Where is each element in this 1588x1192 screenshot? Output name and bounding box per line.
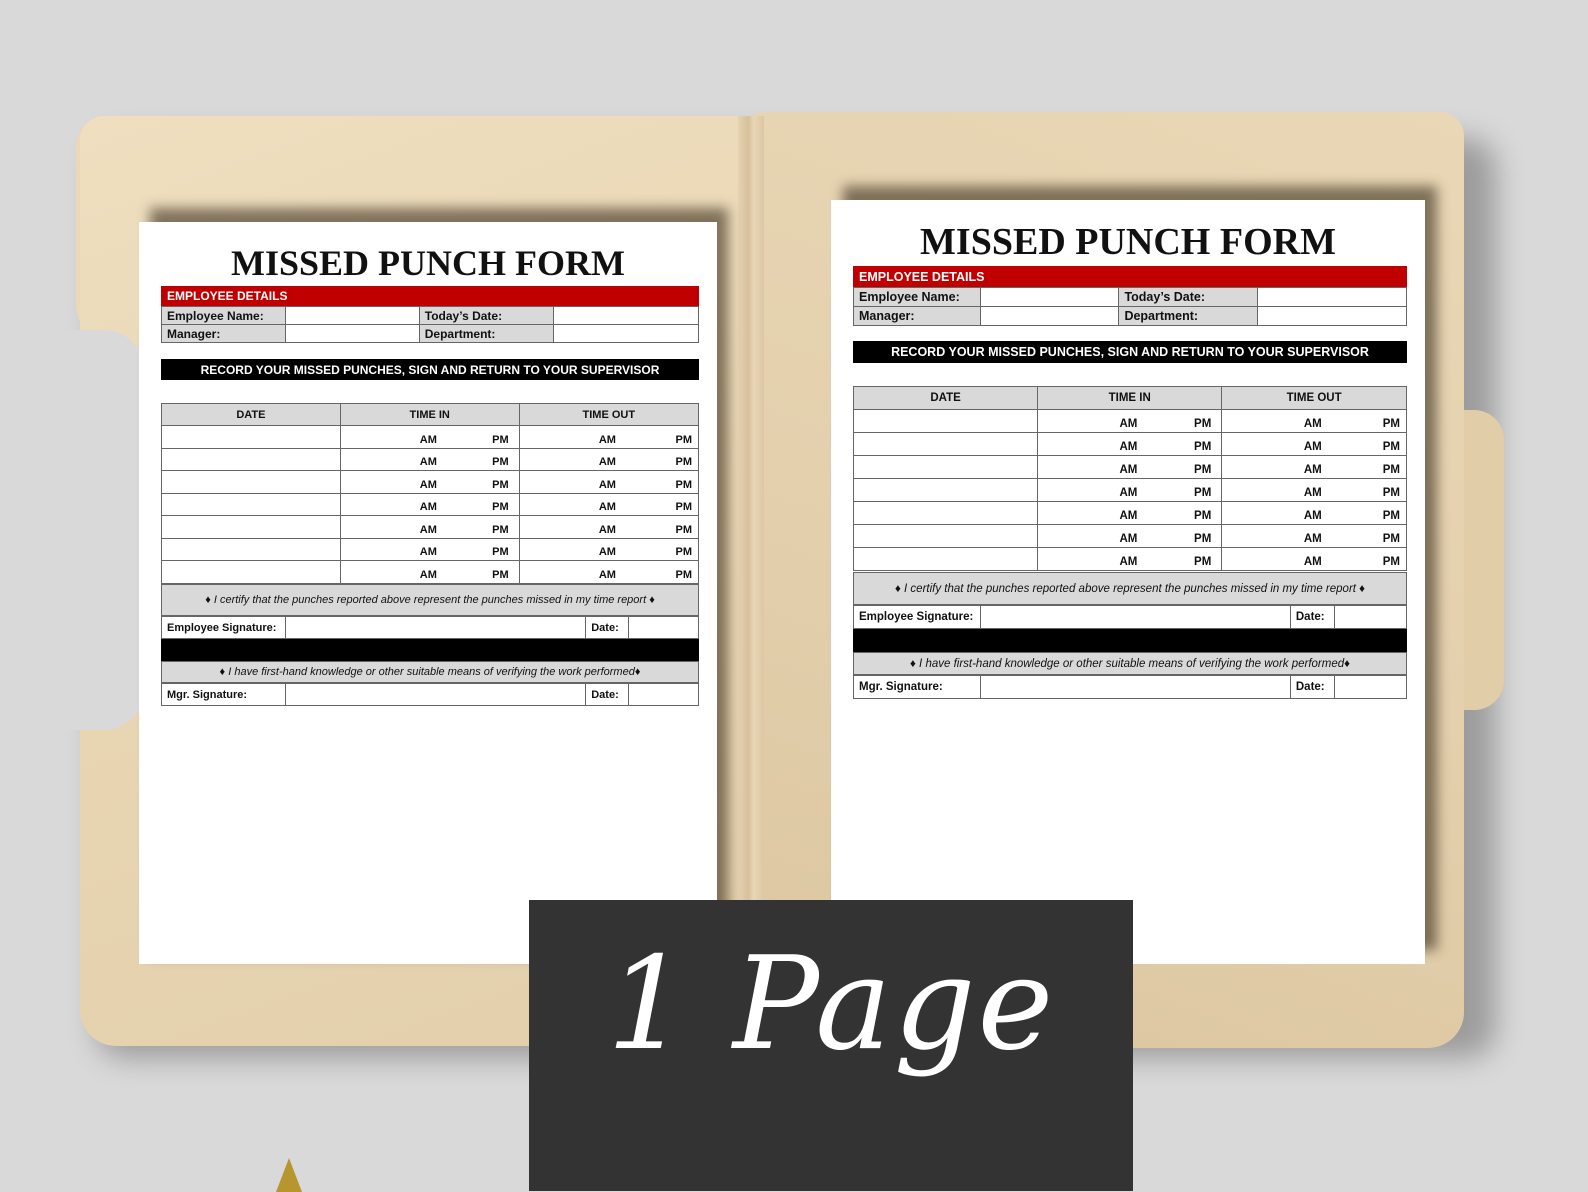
- punch-date-field[interactable]: [854, 479, 1038, 502]
- triangle-logo-icon: [276, 1158, 302, 1192]
- am-label[interactable]: AM: [1303, 556, 1322, 568]
- employee-name-field[interactable]: [981, 288, 1119, 307]
- pm-label[interactable]: PM: [492, 501, 509, 514]
- todays-date-label: Today’s Date:: [419, 307, 553, 325]
- employee-signature-date-field[interactable]: [1335, 606, 1407, 629]
- am-label[interactable]: AM: [419, 568, 437, 581]
- manager-label: Manager:: [162, 325, 286, 343]
- pm-label[interactable]: PM: [492, 433, 509, 446]
- instruction-banner: RECORD YOUR MISSED PUNCHES, SIGN AND RETURN TO YOUR SUPERVISOR: [161, 359, 699, 380]
- employee-details-header: EMPLOYEE DETAILS: [853, 266, 1407, 287]
- page-count-card: [529, 900, 1133, 1191]
- punch-row: [854, 525, 1407, 548]
- time-out-field[interactable]: [1222, 502, 1407, 525]
- time-out-field[interactable]: [519, 448, 698, 471]
- am-label[interactable]: AM: [1303, 441, 1322, 453]
- time-out-column-header: TIME OUT: [519, 404, 698, 426]
- punch-date-field[interactable]: [854, 502, 1038, 525]
- employee-signature-field[interactable]: [285, 617, 586, 639]
- punch-row: [162, 538, 699, 561]
- employee-signature-field[interactable]: [981, 606, 1291, 629]
- pm-label[interactable]: PM: [675, 433, 692, 446]
- page-count-text: 1 Page: [606, 930, 1056, 1079]
- am-label[interactable]: AM: [1119, 510, 1138, 522]
- date-column-header: DATE: [854, 387, 1038, 410]
- pm-label[interactable]: PM: [1194, 418, 1212, 430]
- am-label[interactable]: AM: [1119, 556, 1138, 568]
- separator-bar: [161, 639, 699, 661]
- punch-table: [853, 386, 1407, 571]
- employee-signature-label: Employee Signature:: [854, 606, 981, 629]
- punch-date-field[interactable]: [854, 433, 1038, 456]
- pm-label[interactable]: PM: [1382, 533, 1400, 545]
- am-label[interactable]: AM: [1119, 533, 1138, 545]
- employee-signature-date-label: Date:: [1290, 606, 1334, 629]
- employee-signature-table: [853, 605, 1407, 629]
- instruction-banner: RECORD YOUR MISSED PUNCHES, SIGN AND RETURN TO YOUR SUPERVISOR: [853, 341, 1407, 363]
- pm-label[interactable]: PM: [492, 546, 509, 559]
- time-in-field[interactable]: [1038, 502, 1222, 525]
- pm-label[interactable]: PM: [492, 478, 509, 491]
- time-out-field[interactable]: [1222, 525, 1407, 548]
- punch-rows: [162, 426, 699, 584]
- time-in-field[interactable]: [340, 493, 519, 516]
- employee-details-header: EMPLOYEE DETAILS: [161, 286, 699, 306]
- mgr-signature-date-field[interactable]: [1335, 676, 1407, 699]
- time-in-column-header: TIME IN: [1038, 387, 1222, 410]
- time-out-field[interactable]: [1222, 479, 1407, 502]
- am-label[interactable]: AM: [598, 523, 616, 536]
- pm-label[interactable]: PM: [1194, 487, 1212, 499]
- pm-label[interactable]: PM: [675, 523, 692, 536]
- pm-label[interactable]: PM: [1382, 418, 1400, 430]
- todays-date-field[interactable]: [554, 307, 699, 325]
- date-column-header: DATE: [162, 404, 341, 426]
- pm-label[interactable]: PM: [1194, 556, 1212, 568]
- time-in-field[interactable]: [340, 516, 519, 539]
- punch-date-field[interactable]: [854, 456, 1038, 479]
- time-out-field[interactable]: [519, 471, 698, 494]
- pm-label[interactable]: PM: [492, 568, 509, 581]
- time-in-field[interactable]: [1038, 479, 1222, 502]
- mgr-signature-label: Mgr. Signature:: [162, 684, 286, 706]
- punch-row: [162, 516, 699, 539]
- department-field[interactable]: [1257, 307, 1406, 326]
- punch-table: [161, 403, 699, 584]
- am-label[interactable]: AM: [1303, 487, 1322, 499]
- employee-details-table: [853, 287, 1407, 326]
- punch-row: [854, 410, 1407, 433]
- time-out-field[interactable]: [1222, 456, 1407, 479]
- time-in-field[interactable]: [340, 426, 519, 449]
- mgr-signature-field[interactable]: [285, 684, 586, 706]
- punch-date-field[interactable]: [854, 525, 1038, 548]
- right-form-sheet: [831, 200, 1425, 964]
- manager-signature-table: [853, 675, 1407, 699]
- punch-row: [854, 456, 1407, 479]
- pm-label[interactable]: PM: [1382, 464, 1400, 476]
- am-label[interactable]: AM: [419, 478, 437, 491]
- punch-row: [162, 471, 699, 494]
- punch-date-field[interactable]: [162, 493, 341, 516]
- time-in-column-header: TIME IN: [340, 404, 519, 426]
- mgr-signature-date-label: Date:: [1290, 676, 1334, 699]
- folder-left-notch: [64, 330, 144, 730]
- punch-rows: [854, 410, 1407, 571]
- am-label[interactable]: AM: [1119, 464, 1138, 476]
- time-in-field[interactable]: [1038, 410, 1222, 433]
- pm-label[interactable]: PM: [1382, 556, 1400, 568]
- am-label[interactable]: AM: [419, 546, 437, 559]
- punch-date-field[interactable]: [854, 548, 1038, 571]
- pm-label[interactable]: PM: [492, 456, 509, 469]
- am-label[interactable]: AM: [598, 433, 616, 446]
- time-in-field[interactable]: [1038, 548, 1222, 571]
- time-in-field[interactable]: [340, 561, 519, 584]
- time-out-field[interactable]: [519, 493, 698, 516]
- time-in-field[interactable]: [340, 448, 519, 471]
- pm-label[interactable]: PM: [675, 546, 692, 559]
- employee-signature-label: Employee Signature:: [162, 617, 286, 639]
- pm-label[interactable]: PM: [492, 523, 509, 536]
- am-label[interactable]: AM: [598, 501, 616, 514]
- punch-row: [162, 561, 699, 584]
- pm-label[interactable]: PM: [675, 568, 692, 581]
- mgr-signature-label: Mgr. Signature:: [854, 676, 981, 699]
- time-out-field[interactable]: [1222, 410, 1407, 433]
- pm-label[interactable]: PM: [675, 456, 692, 469]
- knowledge-statement: ♦ I have first-hand knowledge or other suitable means of verifying the work performed♦: [161, 661, 699, 683]
- time-in-field[interactable]: [1038, 456, 1222, 479]
- am-label[interactable]: AM: [1303, 533, 1322, 545]
- employee-name-label: Employee Name:: [854, 288, 981, 307]
- time-in-field[interactable]: [340, 471, 519, 494]
- am-label[interactable]: AM: [1303, 510, 1322, 522]
- knowledge-statement: ♦ I have first-hand knowledge or other suitable means of verifying the work performed♦: [853, 652, 1407, 675]
- todays-date-field[interactable]: [1257, 288, 1406, 307]
- employee-signature-date-label: Date:: [586, 617, 629, 639]
- am-label[interactable]: AM: [1119, 441, 1138, 453]
- manager-signature-table: [161, 683, 699, 706]
- punch-date-field[interactable]: [162, 516, 341, 539]
- pm-label[interactable]: PM: [1382, 510, 1400, 522]
- manager-field[interactable]: [981, 307, 1119, 326]
- am-label[interactable]: AM: [419, 501, 437, 514]
- punch-row: [854, 502, 1407, 525]
- form-title: MISSED PUNCH FORM: [231, 243, 625, 283]
- time-out-field[interactable]: [519, 426, 698, 449]
- certify-statement: ♦ I certify that the punches reported above represent the punches missed in my time report ♦: [853, 572, 1407, 605]
- punch-date-field[interactable]: [162, 561, 341, 584]
- pm-label[interactable]: PM: [1194, 464, 1212, 476]
- punch-row: [854, 548, 1407, 571]
- am-label[interactable]: AM: [419, 456, 437, 469]
- time-in-field[interactable]: [1038, 525, 1222, 548]
- pm-label[interactable]: PM: [675, 501, 692, 514]
- mgr-signature-date-label: Date:: [586, 684, 629, 706]
- punch-date-field[interactable]: [162, 426, 341, 449]
- pm-label[interactable]: PM: [1194, 533, 1212, 545]
- punch-row: [162, 426, 699, 449]
- am-label[interactable]: AM: [598, 478, 616, 491]
- am-label[interactable]: AM: [1303, 418, 1322, 430]
- punch-date-field[interactable]: [854, 410, 1038, 433]
- pm-label[interactable]: PM: [1382, 441, 1400, 453]
- punch-row: [854, 433, 1407, 456]
- department-label: Department:: [1119, 307, 1257, 326]
- employee-details-table: [161, 306, 699, 343]
- time-out-field[interactable]: [1222, 433, 1407, 456]
- am-label[interactable]: AM: [598, 568, 616, 581]
- form-title: MISSED PUNCH FORM: [920, 221, 1336, 263]
- manager-field[interactable]: [285, 325, 419, 343]
- punch-date-field[interactable]: [162, 448, 341, 471]
- time-out-field[interactable]: [519, 538, 698, 561]
- time-out-field[interactable]: [519, 561, 698, 584]
- am-label[interactable]: AM: [1303, 464, 1322, 476]
- am-label[interactable]: AM: [598, 456, 616, 469]
- punch-date-field[interactable]: [162, 471, 341, 494]
- pm-label[interactable]: PM: [1194, 510, 1212, 522]
- punch-row: [162, 448, 699, 471]
- todays-date-label: Today’s Date:: [1119, 288, 1257, 307]
- pm-label[interactable]: PM: [1194, 441, 1212, 453]
- department-label: Department:: [419, 325, 553, 343]
- mgr-signature-date-field[interactable]: [629, 684, 699, 706]
- employee-signature-table: [161, 616, 699, 639]
- time-out-field[interactable]: [519, 516, 698, 539]
- separator-bar: [853, 629, 1407, 652]
- certify-statement: ♦ I certify that the punches reported above represent the punches missed in my time report ♦: [161, 584, 699, 616]
- am-label[interactable]: AM: [1119, 487, 1138, 499]
- pm-label[interactable]: PM: [675, 478, 692, 491]
- am-label[interactable]: AM: [598, 546, 616, 559]
- punch-row: [854, 479, 1407, 502]
- am-label[interactable]: AM: [1119, 418, 1138, 430]
- am-label[interactable]: AM: [419, 433, 437, 446]
- punch-row: [162, 493, 699, 516]
- department-field[interactable]: [554, 325, 699, 343]
- left-form-sheet: [139, 222, 717, 964]
- manager-label: Manager:: [854, 307, 981, 326]
- time-out-column-header: TIME OUT: [1222, 387, 1407, 410]
- mgr-signature-field[interactable]: [981, 676, 1291, 699]
- time-in-field[interactable]: [1038, 433, 1222, 456]
- employee-signature-date-field[interactable]: [629, 617, 699, 639]
- time-out-field[interactable]: [1222, 548, 1407, 571]
- employee-name-field[interactable]: [285, 307, 419, 325]
- employee-name-label: Employee Name:: [162, 307, 286, 325]
- time-in-field[interactable]: [340, 538, 519, 561]
- pm-label[interactable]: PM: [1382, 487, 1400, 499]
- am-label[interactable]: AM: [419, 523, 437, 536]
- punch-date-field[interactable]: [162, 538, 341, 561]
